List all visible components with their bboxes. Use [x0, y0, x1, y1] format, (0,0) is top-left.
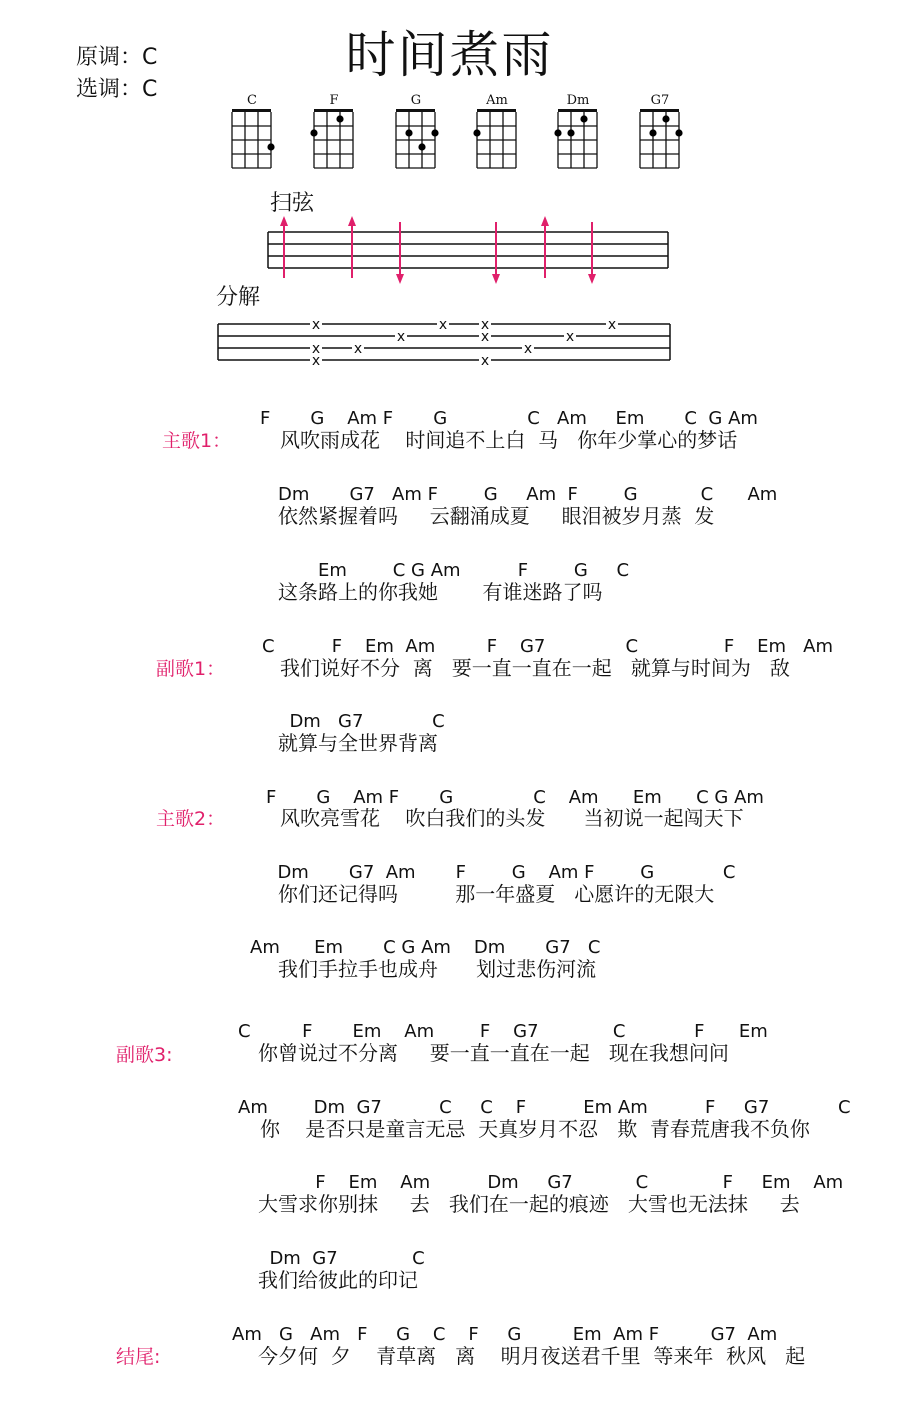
pick-mark: x — [607, 317, 617, 333]
chord-line: Dm G7 Am F G Am F G C Am — [278, 484, 778, 505]
finger-dot — [567, 129, 574, 136]
lyric-line: 风吹亮雪花 吹白我们的头发 当初说一起闯天下 — [280, 806, 744, 830]
pick-mark: x — [480, 329, 490, 345]
chord-line: C F Em Am F G7 C F Em Am — [262, 636, 834, 657]
section-label-chorus1: 副歌1： — [156, 658, 226, 680]
chord-diagram-dm — [548, 94, 608, 174]
lyric-line: 你 是否只是童言无忌 天真岁月不忍 欺 青春荒唐我不负你 — [260, 1117, 810, 1141]
pick-mark: x — [480, 317, 490, 333]
finger-dot — [554, 129, 561, 136]
chord-line: F Em Am Dm G7 C F Em Am — [258, 1172, 844, 1193]
finger-dot — [336, 115, 343, 122]
section-label-outro: 结尾: — [116, 1346, 161, 1368]
lyric-line: 依然紧握着吗 云翻涌成夏 眼泪被岁月蒸 发 — [278, 504, 715, 528]
finger-dot — [473, 129, 480, 136]
chord-diagram-c — [222, 94, 282, 174]
chord-fretboard — [548, 106, 608, 172]
chord-diagram-f — [304, 94, 364, 174]
finger-dot — [267, 143, 274, 150]
chord-diagram-name: Am — [486, 93, 508, 108]
chord-diagram-g7 — [630, 94, 690, 174]
chord-diagram-name: G7 — [650, 93, 670, 108]
section-label-verse1: 主歌1： — [162, 430, 232, 452]
lyric-line: 风吹雨成花 时间追不上白 马 你年少掌心的梦话 — [280, 428, 738, 452]
pick-mark: x — [311, 341, 321, 357]
lyric-line: 我们说好不分 离 要一直一直在一起 就算与时间为 敌 — [280, 656, 790, 680]
finger-dot — [662, 115, 669, 122]
chord-fretboard — [467, 106, 527, 172]
finger-dot — [649, 129, 656, 136]
selected-key: 选调：C — [76, 77, 158, 102]
chord-line: C F Em Am F G7 C F Em — [238, 1021, 768, 1042]
chord-diagram-name: C — [247, 93, 257, 108]
finger-dot — [675, 129, 682, 136]
chord-line: Dm G7 Am F G Am F G C — [266, 862, 736, 883]
chord-line: F G Am F G C Am Em C G Am — [266, 787, 764, 808]
lyric-line: 就算与全世界背离 — [278, 731, 438, 755]
lyric-line: 今夕何 夕 青草离 离 明月夜送君千里 等来年 秋风 起 — [258, 1344, 806, 1368]
strum-label: 扫弦 — [270, 191, 315, 216]
chord-diagram-name: F — [329, 93, 339, 108]
chord-diagram-name: G — [410, 93, 422, 108]
pick-mark: x — [396, 329, 406, 345]
section-label-chorus3: 副歌3: — [116, 1044, 173, 1066]
pick-mark: x — [480, 353, 490, 369]
chord-line: Dm G7 C — [258, 1248, 425, 1269]
chord-diagram-name: Dm — [566, 93, 590, 108]
chord-line: Am Em C G Am Dm G7 C — [250, 937, 601, 958]
chord-diagram-am — [467, 94, 527, 174]
chord-line: Am Dm G7 C C F Em Am F G7 C — [238, 1097, 851, 1118]
finger-dot — [405, 129, 412, 136]
lyric-line: 你们还记得吗 那一年盛夏 心愿许的无限大 — [278, 882, 715, 906]
chord-line: Em C G Am F G C — [278, 560, 630, 581]
finger-dot — [310, 129, 317, 136]
lyric-line: 大雪求你别抹 去 我们在一起的痕迹 大雪也无法抹 去 — [258, 1192, 800, 1216]
lyric-line: 你曾说过不分离 要一直一直在一起 现在我想问问 — [258, 1041, 729, 1065]
pick-mark: x — [353, 341, 363, 357]
pick-mark: x — [523, 341, 533, 357]
chord-line: Am G Am F G C F G Em Am F G7 Am — [232, 1324, 778, 1345]
strum-pattern — [260, 212, 680, 288]
finger-dot — [431, 129, 438, 136]
chord-line: F G Am F G C Am Em C G Am — [260, 408, 758, 429]
lyric-line: 这条路上的你我她 有谁迷路了吗 — [278, 580, 603, 604]
finger-dot — [580, 115, 587, 122]
pick-mark: x — [438, 317, 448, 333]
lyric-line: 我们手拉手也成舟 划过悲伤河流 — [278, 957, 597, 981]
chord-fretboard — [630, 106, 690, 172]
section-label-verse2: 主歌2： — [156, 808, 226, 830]
chord-diagram-g — [386, 94, 446, 174]
chord-line: Dm G7 C — [278, 711, 445, 732]
finger-dot — [418, 143, 425, 150]
pick-mark: x — [311, 317, 321, 333]
pick-mark: x — [565, 329, 575, 345]
chord-fretboard — [222, 106, 282, 172]
pick-label: 分解 — [216, 285, 261, 310]
pick-mark: x — [311, 353, 321, 369]
lyric-line: 我们给彼此的印记 — [258, 1268, 418, 1292]
chord-fretboard — [386, 106, 446, 172]
original-key: 原调：C — [76, 45, 158, 70]
song-title: 时间煮雨 — [345, 26, 554, 84]
pick-pattern — [210, 314, 676, 370]
chord-fretboard — [304, 106, 364, 172]
